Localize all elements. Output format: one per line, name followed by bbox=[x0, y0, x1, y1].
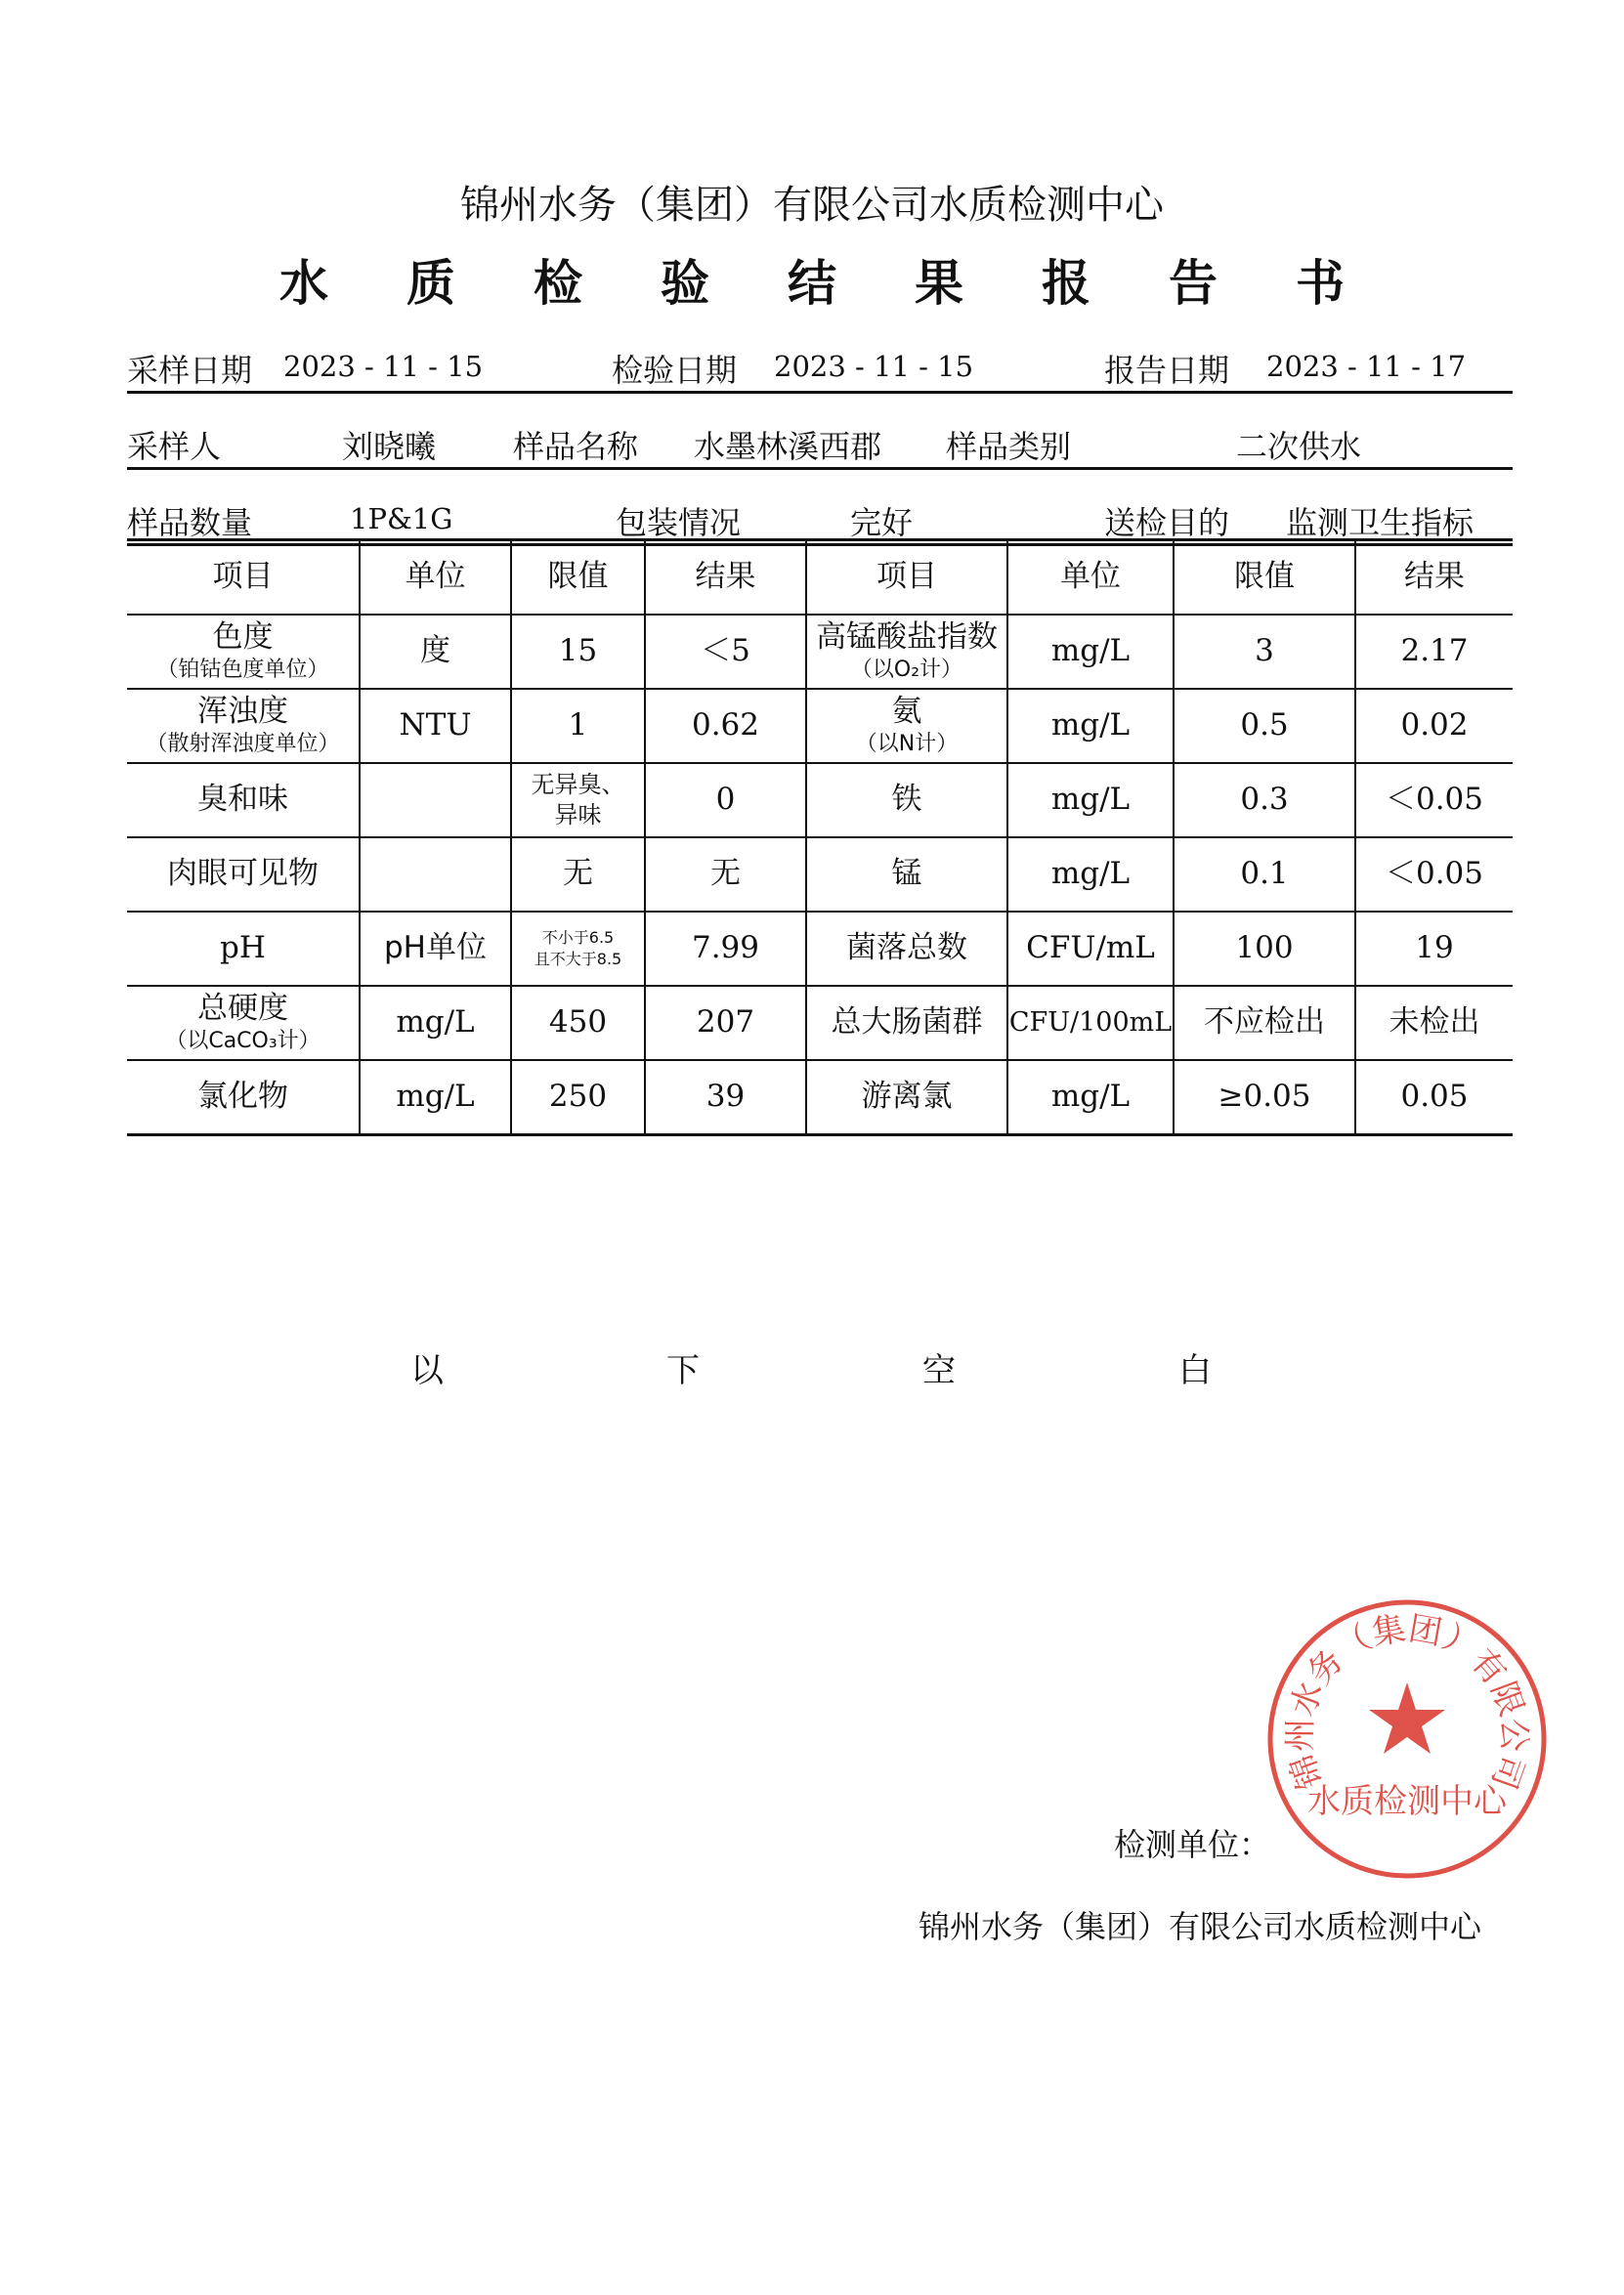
sampling-date-value: 2023 - 11 - 15 bbox=[283, 350, 484, 383]
footer-organization: 锦州水务（集团）有限公司水质检测中心 bbox=[919, 1908, 1482, 1945]
item-unit-note: （以O₂计） bbox=[850, 658, 963, 683]
item-name: 总硬度 bbox=[197, 991, 288, 1027]
item-name: 色度 bbox=[212, 619, 274, 656]
item-cell: 肉眼可见物 bbox=[127, 837, 360, 912]
title-char: 告 bbox=[1169, 255, 1218, 312]
title-char: 书 bbox=[1296, 255, 1345, 312]
item-name: 氨 bbox=[891, 694, 922, 730]
sample-name-label: 样品名称 bbox=[513, 428, 639, 465]
report-date-value: 2023 - 11 - 17 bbox=[1266, 350, 1467, 383]
item-cell bbox=[127, 689, 360, 763]
table-row bbox=[127, 986, 1513, 1060]
limit-cell: 0.5 bbox=[1174, 689, 1355, 763]
unit-cell: mg/L bbox=[360, 986, 511, 1060]
unit-cell: mg/L bbox=[1007, 763, 1174, 837]
limit-cell: ≥0.05 bbox=[1174, 1060, 1355, 1135]
table-row bbox=[127, 837, 1513, 912]
unit-cell: NTU bbox=[360, 689, 511, 763]
unit-cell bbox=[360, 837, 511, 912]
title-char: 验 bbox=[661, 255, 709, 312]
table-row bbox=[127, 689, 1513, 763]
limit-cell bbox=[511, 763, 645, 837]
inspection-unit-label: 检测单位： bbox=[1114, 1826, 1271, 1863]
sample-type-label: 样品类别 bbox=[946, 428, 1072, 465]
limit-text-line: 且不大于8.5 bbox=[534, 950, 622, 968]
result-cell: 无 bbox=[645, 837, 806, 912]
report-title bbox=[279, 244, 1345, 315]
blank-below-marker bbox=[410, 1343, 1212, 1391]
title-char: 检 bbox=[534, 255, 582, 312]
sample-line bbox=[127, 420, 1513, 470]
item-cell bbox=[127, 986, 360, 1060]
blank-marker-char: 空 bbox=[922, 1351, 956, 1390]
sample-type-value: 二次供水 bbox=[1236, 428, 1362, 465]
title-char: 质 bbox=[406, 255, 455, 312]
result-cell: 19 bbox=[1355, 912, 1513, 986]
item-cell bbox=[127, 615, 360, 689]
item-name: 浑浊度 bbox=[197, 694, 288, 730]
table-row bbox=[127, 615, 1513, 689]
results-table bbox=[127, 538, 1513, 1136]
result-cell: 0.02 bbox=[1355, 689, 1513, 763]
seal-ring-text: 锦州水务（集团）有限公司 bbox=[1280, 1608, 1534, 1795]
sampling-date-label: 采样日期 bbox=[127, 352, 253, 389]
table-header-row bbox=[127, 540, 1513, 616]
item-cell: 锰 bbox=[806, 837, 1007, 912]
item-cell: 菌落总数 bbox=[806, 912, 1007, 986]
limit-cell: 3 bbox=[1174, 615, 1355, 689]
title-char: 果 bbox=[915, 255, 963, 312]
limit-cell: 不应检出 bbox=[1174, 986, 1355, 1060]
purpose-value: 监测卫生指标 bbox=[1286, 504, 1474, 541]
official-seal-icon bbox=[1261, 1593, 1554, 1886]
sample-name-value: 水墨林溪西郡 bbox=[694, 428, 882, 465]
result-cell: 0 bbox=[645, 763, 806, 837]
column-header: 项目 bbox=[127, 540, 360, 616]
sampler-label: 采样人 bbox=[127, 428, 222, 465]
result-cell: ＜5 bbox=[645, 615, 806, 689]
item-cell: 氯化物 bbox=[127, 1060, 360, 1135]
column-header: 单位 bbox=[360, 540, 511, 616]
item-cell: 铁 bbox=[806, 763, 1007, 837]
limit-cell: 100 bbox=[1174, 912, 1355, 986]
result-cell: ＜0.05 bbox=[1355, 763, 1513, 837]
result-cell: ＜0.05 bbox=[1355, 837, 1513, 912]
unit-cell: CFU/mL bbox=[1007, 912, 1174, 986]
unit-cell: CFU/100mL bbox=[1007, 986, 1174, 1060]
title-char: 结 bbox=[788, 255, 836, 312]
blank-marker-char: 以 bbox=[410, 1351, 444, 1390]
item-cell: pH bbox=[127, 912, 360, 986]
limit-cell: 0.1 bbox=[1174, 837, 1355, 912]
column-header: 限值 bbox=[511, 540, 645, 616]
column-header: 限值 bbox=[1174, 540, 1355, 616]
column-header: 结果 bbox=[1355, 540, 1513, 616]
limit-cell: 1 bbox=[511, 689, 645, 763]
seal-star bbox=[1369, 1682, 1445, 1754]
organization-title: 锦州水务（集团）有限公司水质检测中心 bbox=[460, 183, 1164, 228]
limit-cell: 无 bbox=[511, 837, 645, 912]
result-cell: 0.05 bbox=[1355, 1060, 1513, 1135]
result-cell: 未检出 bbox=[1355, 986, 1513, 1060]
result-cell: 0.62 bbox=[645, 689, 806, 763]
report-date-label: 报告日期 bbox=[1104, 352, 1230, 389]
blank-marker-char: 下 bbox=[666, 1351, 700, 1390]
table-row bbox=[127, 912, 1513, 986]
item-cell bbox=[806, 689, 1007, 763]
test-date-value: 2023 - 11 - 15 bbox=[774, 350, 974, 383]
limit-cell: 450 bbox=[511, 986, 645, 1060]
item-cell: 臭和味 bbox=[127, 763, 360, 837]
blank-marker-char: 白 bbox=[1178, 1351, 1212, 1390]
column-header: 结果 bbox=[645, 540, 806, 616]
packaging-value: 完好 bbox=[850, 504, 914, 541]
item-cell: 游离氯 bbox=[806, 1060, 1007, 1135]
seal-center-text: 水质检测中心 bbox=[1307, 1782, 1507, 1821]
item-unit-note: （散射浑浊度单位） bbox=[146, 732, 340, 757]
unit-cell bbox=[360, 763, 511, 837]
column-header: 项目 bbox=[806, 540, 1007, 616]
limit-text-line: 不小于6.5 bbox=[541, 928, 615, 948]
dates-line bbox=[127, 344, 1513, 394]
unit-cell: 度 bbox=[360, 615, 511, 689]
limit-text: 无异臭、异味 bbox=[531, 770, 625, 829]
limit-cell: 15 bbox=[511, 615, 645, 689]
unit-cell: mg/L bbox=[1007, 1060, 1174, 1135]
result-cell: 39 bbox=[645, 1060, 806, 1135]
title-char: 水 bbox=[279, 255, 328, 312]
item-cell: 总大肠菌群 bbox=[806, 986, 1007, 1060]
limit-cell bbox=[511, 912, 645, 986]
item-name: 高锰酸盐指数 bbox=[816, 619, 998, 656]
item-unit-note: （以N计） bbox=[855, 732, 959, 757]
quantity-value: 1P&1G bbox=[350, 502, 453, 535]
unit-cell: mg/L bbox=[1007, 689, 1174, 763]
result-cell: 7.99 bbox=[645, 912, 806, 986]
result-cell: 207 bbox=[645, 986, 806, 1060]
item-cell bbox=[806, 615, 1007, 689]
limit-cell: 250 bbox=[511, 1060, 645, 1135]
item-unit-note: （铂钴色度单位） bbox=[156, 658, 329, 683]
item-unit-note: （以CaCO₃计） bbox=[165, 1029, 321, 1054]
unit-cell: pH单位 bbox=[360, 912, 511, 986]
quantity-label: 样品数量 bbox=[127, 504, 253, 541]
sampler-value: 刘晓曦 bbox=[342, 428, 437, 465]
test-date-label: 检验日期 bbox=[612, 352, 738, 389]
packaging-label: 包装情况 bbox=[616, 504, 742, 541]
purpose-label: 送检目的 bbox=[1104, 504, 1230, 541]
table-row bbox=[127, 763, 1513, 837]
title-char: 报 bbox=[1042, 255, 1090, 312]
limit-cell: 0.3 bbox=[1174, 763, 1355, 837]
column-header: 单位 bbox=[1007, 540, 1174, 616]
result-cell: 2.17 bbox=[1355, 615, 1513, 689]
unit-cell: mg/L bbox=[1007, 615, 1174, 689]
unit-cell: mg/L bbox=[1007, 837, 1174, 912]
table-row bbox=[127, 1060, 1513, 1135]
unit-cell: mg/L bbox=[360, 1060, 511, 1135]
